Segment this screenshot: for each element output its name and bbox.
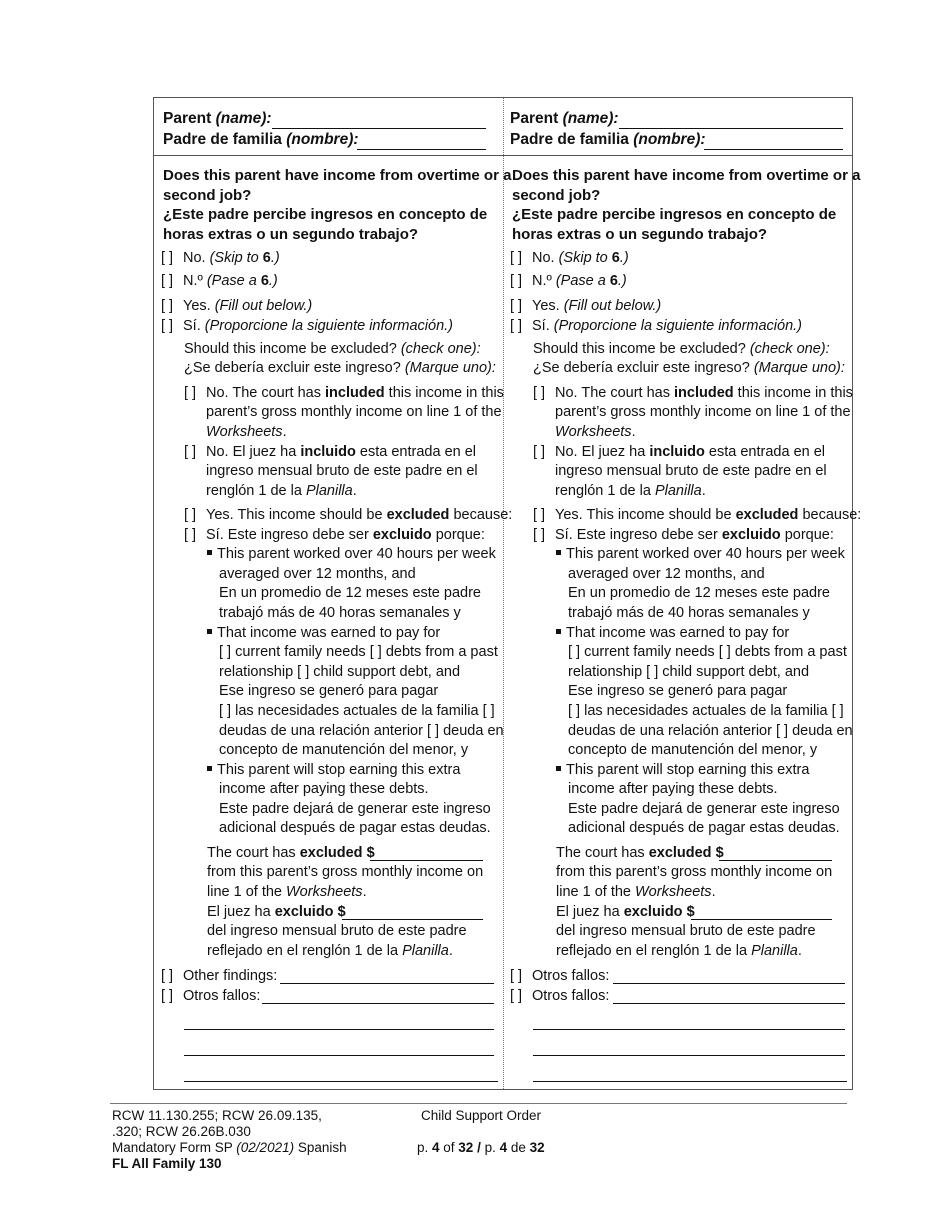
bullet-3: This parent will stop earning this extra — [556, 761, 809, 781]
excluded-question-es: ¿Se debería excluir este ingreso? (Marque uno): — [184, 360, 496, 376]
excluded-option-es[interactable]: [ ] Sí. Este ingreso debe ser excluido porque: — [533, 527, 834, 543]
bullet-1-line-3: En un promedio de 12 meses este padre — [219, 585, 481, 601]
option-si-es[interactable]: [ ] Sí. (Proporcione la siguiente información.) — [161, 318, 454, 334]
other-findings-field-es[interactable] — [613, 1003, 845, 1004]
child-support-form-table — [153, 97, 862, 1090]
bullet-2-line-7: concepto de manutención del menor, y — [568, 742, 818, 758]
bullet-3-line-3: Este padre dejará de generar este ingreso — [219, 801, 491, 817]
parent-column-left — [154, 98, 513, 1089]
excluded-amount-field-en[interactable] — [370, 860, 483, 861]
excluded-amount-field-es[interactable] — [342, 919, 483, 920]
bullet-2-line-4: Ese ingreso se generó para pagar — [568, 683, 788, 699]
bullet-1-line-3: En un promedio de 12 meses este padre — [568, 585, 830, 601]
option-no-en[interactable]: [ ] No. (Skip to 6.) — [161, 250, 280, 266]
included-option-es-2: ingreso mensual bruto de este padre en el — [206, 463, 478, 479]
excluded-amount-es-2: del ingreso mensual bruto de este padre — [556, 923, 816, 939]
bullet-2-line-6[interactable]: deudas de una relación anterior [ ] deuda en — [568, 723, 853, 739]
other-findings-field-en[interactable] — [613, 983, 845, 984]
excluded-amount-field-es[interactable] — [691, 919, 832, 920]
excluded-amount-en-2: from this parent’s gross monthly income on — [207, 864, 484, 880]
bullet-1-line-4: trabajó más de 40 horas semanales y — [219, 605, 461, 621]
parent-name-label: Parent (name): — [163, 110, 272, 127]
other-findings-en[interactable]: [ ] Other findings: — [161, 968, 278, 984]
excluded-question-en: Should this income be excluded? (check one): — [184, 341, 481, 357]
other-findings-es[interactable]: [ ] Otros fallos: — [161, 988, 261, 1004]
included-option-en-3: Worksheets. — [206, 424, 287, 440]
excluded-amount-es-3: reflejado en el renglón 1 de la Planilla. — [207, 943, 453, 959]
findings-line-3[interactable] — [184, 1081, 498, 1082]
excluded-question-es: ¿Se debería excluir este ingreso? (Marque uno): — [533, 360, 845, 376]
overtime-question-en-1: Does this parent have income from overtime or a — [512, 167, 861, 184]
included-option-es-3: renglón 1 de la Planilla. — [555, 483, 706, 499]
excluded-question-en: Should this income be excluded? (check one): — [533, 341, 830, 357]
bullet-2-line-5[interactable]: [ ] las necesidades actuales de la familia [ ] — [568, 703, 844, 719]
included-option-en[interactable]: [ ] No. The court has included this income in this — [533, 385, 853, 401]
included-option-en-2: parent’s gross monthly income on line 1 of the — [555, 404, 851, 420]
bullet-1: This parent worked over 40 hours per week — [207, 545, 496, 565]
option-yes-en[interactable]: [ ] Yes. (Fill out below.) — [161, 298, 313, 314]
excluded-amount-en: The court has excluded $ — [556, 845, 724, 861]
option-no-es[interactable]: [ ] N.º (Pase a 6.) — [510, 273, 627, 289]
bullet-2-line-2[interactable]: [ ] current family needs [ ] debts from a past — [568, 644, 847, 660]
bullet-square-icon — [556, 766, 561, 771]
overtime-question-es-2: horas extras o un segundo trabajo? — [163, 226, 419, 243]
padre-name-field[interactable] — [357, 149, 486, 150]
overtime-question-es-1: ¿Este padre percibe ingresos en concepto de — [512, 206, 837, 223]
bullet-2-line-5[interactable]: [ ] las necesidades actuales de la familia [ ] — [219, 703, 495, 719]
other-findings-en[interactable]: [ ] Otros fallos: — [510, 968, 610, 984]
excluded-amount-es-3: reflejado en el renglón 1 de la Planilla. — [556, 943, 802, 959]
bullet-2-line-4: Ese ingreso se generó para pagar — [219, 683, 439, 699]
excluded-amount-en: The court has excluded $ — [207, 845, 375, 861]
excluded-amount-en-3: line 1 of the Worksheets. — [556, 884, 716, 900]
padre-name-label: Padre de familia (nombre): — [163, 131, 359, 148]
bullet-3: This parent will stop earning this extra — [207, 761, 460, 781]
bullet-square-icon — [556, 550, 561, 555]
overtime-question-en-2: second job? — [512, 187, 601, 204]
option-yes-en[interactable]: [ ] Yes. (Fill out below.) — [510, 298, 662, 314]
bullet-2-line-7: concepto de manutención del menor, y — [219, 742, 469, 758]
overtime-question-en-2: second job? — [163, 187, 252, 204]
included-option-es[interactable]: [ ] No. El juez ha incluido esta entrada en el — [533, 444, 826, 460]
findings-line-1[interactable] — [533, 1029, 845, 1030]
bullet-2: That income was earned to pay for — [207, 624, 440, 644]
bullet-1-line-4: trabajó más de 40 horas semanales y — [568, 605, 810, 621]
footer-divider — [110, 1103, 847, 1104]
bullet-1-line-2: averaged over 12 months, and — [219, 566, 416, 582]
included-option-es-2: ingreso mensual bruto de este padre en el — [555, 463, 827, 479]
excluded-option-en[interactable]: [ ] Yes. This income should be excluded because: — [184, 507, 513, 523]
bullet-3-line-2: income after paying these debts. — [219, 781, 429, 797]
findings-line-2[interactable] — [184, 1055, 494, 1056]
option-no-es[interactable]: [ ] N.º (Pase a 6.) — [161, 273, 278, 289]
excluded-option-en[interactable]: [ ] Yes. This income should be excluded because: — [533, 507, 862, 523]
excluded-amount-en-2: from this parent’s gross monthly income on — [556, 864, 833, 880]
footer-fl-code: FL All Family 130 — [112, 1156, 222, 1171]
option-si-es[interactable]: [ ] Sí. (Proporcione la siguiente información.) — [510, 318, 803, 334]
other-findings-field-en[interactable] — [280, 983, 494, 984]
bullet-3-line-3: Este padre dejará de generar este ingreso — [568, 801, 840, 817]
included-option-es-3: renglón 1 de la Planilla. — [206, 483, 357, 499]
findings-line-2[interactable] — [533, 1055, 845, 1056]
bullet-2: That income was earned to pay for — [556, 624, 789, 644]
bullet-square-icon — [207, 766, 212, 771]
bullet-2-line-6[interactable]: deudas de una relación anterior [ ] deuda en — [219, 723, 504, 739]
overtime-question-en-1: Does this parent have income from overtime or a — [163, 167, 512, 184]
overtime-question-es-2: horas extras o un segundo trabajo? — [512, 226, 768, 243]
option-no-en[interactable]: [ ] No. (Skip to 6.) — [510, 250, 629, 266]
excluded-amount-es: El juez ha excluido $ — [556, 904, 695, 920]
findings-line-3[interactable] — [533, 1081, 847, 1082]
other-findings-field-es[interactable] — [262, 1003, 494, 1004]
footer-page-number: p. 4 of 32 / p. 4 de 32 — [417, 1140, 545, 1155]
bullet-1: This parent worked over 40 hours per week — [556, 545, 845, 565]
footer-doc-title: Child Support Order — [421, 1108, 542, 1123]
parent-name-label: Parent (name): — [510, 110, 619, 127]
bullet-3-line-2: income after paying these debts. — [568, 781, 778, 797]
footer-rcw-1: RCW 11.130.255; RCW 26.09.135, — [112, 1108, 322, 1123]
included-option-en-2: parent’s gross monthly income on line 1 of the — [206, 404, 502, 420]
footer-form-id: Mandatory Form SP (02/2021) Spanish — [112, 1140, 347, 1155]
excluded-option-es[interactable]: [ ] Sí. Este ingreso debe ser excluido porque: — [184, 527, 485, 543]
excluded-amount-es-2: del ingreso mensual bruto de este padre — [207, 923, 467, 939]
findings-line-1[interactable] — [184, 1029, 494, 1030]
bullet-2-line-3[interactable]: relationship [ ] child support debt, and — [219, 664, 461, 680]
included-option-en[interactable]: [ ] No. The court has included this income in this — [184, 385, 504, 401]
included-option-es[interactable]: [ ] No. El juez ha incluido esta entrada en el — [184, 444, 477, 460]
padre-name-field[interactable] — [704, 149, 843, 150]
included-option-en-3: Worksheets. — [555, 424, 636, 440]
overtime-question-es-1: ¿Este padre percibe ingresos en concepto de — [163, 206, 488, 223]
padre-name-label: Padre de familia (nombre): — [510, 131, 706, 148]
excluded-amount-en-3: line 1 of the Worksheets. — [207, 884, 367, 900]
bullet-2-line-2[interactable]: [ ] current family needs [ ] debts from a past — [219, 644, 498, 660]
excluded-amount-es: El juez ha excluido $ — [207, 904, 346, 920]
bullet-3-line-4: adicional después de pagar estas deudas. — [219, 820, 491, 836]
bullet-2-line-3[interactable]: relationship [ ] child support debt, and — [568, 664, 810, 680]
footer-rcw-2: .320; RCW 26.26B.030 — [112, 1124, 251, 1139]
parent-column-right — [504, 98, 862, 1089]
bullet-1-line-2: averaged over 12 months, and — [568, 566, 765, 582]
bullet-square-icon — [207, 550, 212, 555]
other-findings-es[interactable]: [ ] Otros fallos: — [510, 988, 610, 1004]
bullet-3-line-4: adicional después de pagar estas deudas. — [568, 820, 840, 836]
bullet-square-icon — [556, 629, 561, 634]
excluded-amount-field-en[interactable] — [719, 860, 832, 861]
bullet-square-icon — [207, 629, 212, 634]
